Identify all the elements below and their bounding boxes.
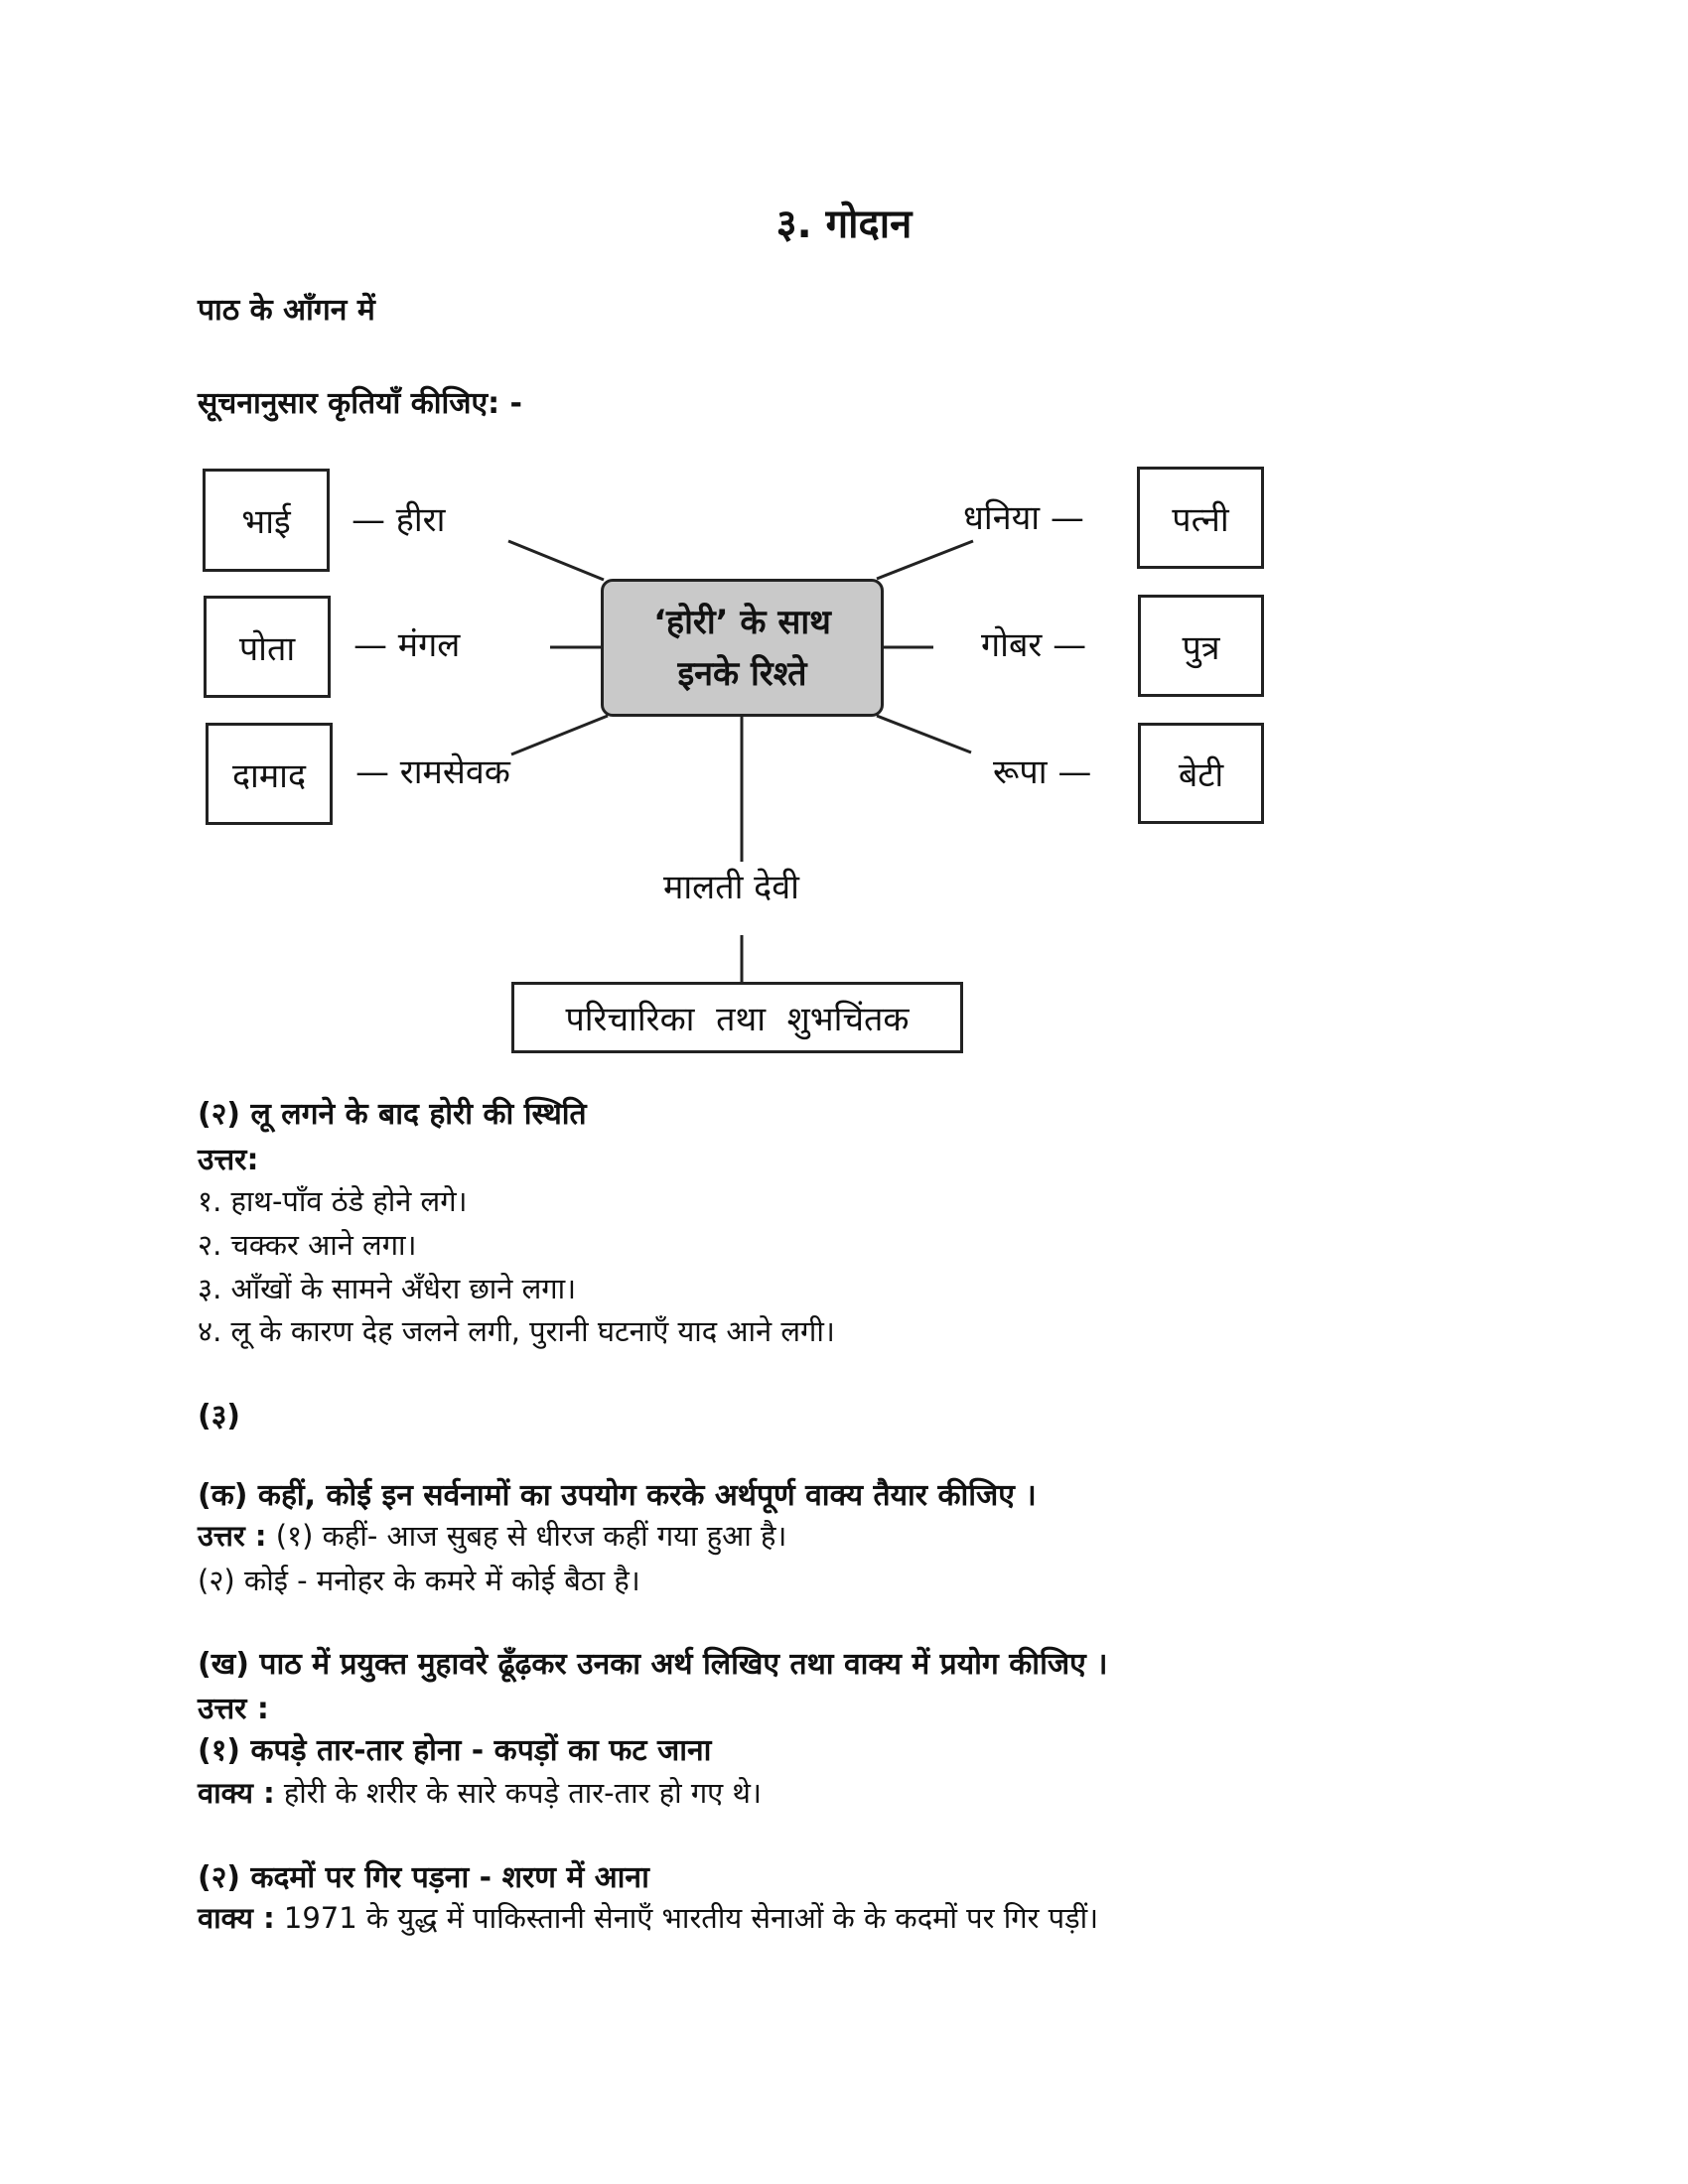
q2-point-3: ३. आँखों के सामने अँधेरा छाने लगा। <box>198 1272 577 1305</box>
relation-label: बेटी <box>1178 755 1224 795</box>
q2-point-4: ४. लू के कारण देह जलने लगी, पुरानी घटनाएँ याद आने लगी। <box>198 1314 835 1348</box>
relation-label: पत्नी <box>1172 499 1229 540</box>
q3-ka-answer-1 <box>198 1516 786 1555</box>
relation-label: पुत्र <box>1182 627 1220 668</box>
relation-label: दामाद <box>231 755 307 796</box>
sentence-text: 1971 के युद्ध में पाकिस्तानी सेनाएँ भारतीय सेनाओं के के कदमों पर गिर पड़ीं। <box>274 1901 1099 1935</box>
relation-box-son-in-law <box>206 723 333 825</box>
idiom-1: (१) कपड़े तार-तार होना - कपड़ों का फट जाना <box>198 1733 712 1768</box>
relation-label: भाई <box>241 502 291 542</box>
relation-box-brother <box>203 469 330 572</box>
center-line-2: इनके रिश्ते <box>677 653 807 694</box>
q2-point-1: १. हाथ-पाँव ठंडे होने लगे। <box>198 1184 468 1218</box>
name-malti-devi: मालती देवी <box>663 868 799 907</box>
page-title: ३. गोदान <box>775 202 913 247</box>
q2-point-2: २. चक्कर आने लगा। <box>198 1228 417 1262</box>
center-line-1: ‘होरी’ के साथ <box>653 602 831 642</box>
relation-box-daughter <box>1138 723 1264 824</box>
relation-box-son <box>1138 595 1264 697</box>
center-topic-box <box>601 579 884 717</box>
sentence-1 <box>198 1773 762 1812</box>
name-gobar: गोबर — <box>981 625 1087 665</box>
q2-heading: (२) लू लगने के बाद होरी की स्थिति <box>198 1097 587 1132</box>
relation-label: परिचारिका तथा शुभचिंतक <box>565 1000 910 1039</box>
name-rupa: रूपा — <box>993 752 1092 792</box>
name-mangal: — मंगल <box>353 625 461 665</box>
q2-answer-label: उत्तर: <box>198 1143 259 1177</box>
relation-box-grandson <box>204 596 331 698</box>
name-ramsevak: — रामसेवक <box>355 752 510 792</box>
relation-box-caretaker <box>511 982 963 1053</box>
idiom-2: (२) कदमों पर गिर पड़ना - शरण में आना <box>198 1860 649 1895</box>
q3-kha-question: (ख) पाठ में प्रयुक्त मुहावरे ढूँढ़कर उनका अर्थ लिखिए तथा वाक्य में प्रयोग कीजिए । <box>198 1647 1108 1682</box>
q3-kha-answer-label: उत्तर : <box>198 1692 269 1726</box>
q3-ka-answer-2: (२) कोई - मनोहर के कमरे में कोई बैठा है। <box>198 1564 640 1597</box>
answer-text: (१) कहीं- आज सुबह से धीरज कहीं गया हुआ है। <box>266 1519 787 1553</box>
sentence-label: वाक्य : <box>198 1776 275 1810</box>
sentence-2 <box>198 1898 1098 1937</box>
relation-box-wife <box>1137 467 1264 569</box>
sentence-label: वाक्य : <box>198 1901 275 1935</box>
q3-ka-question: (क) कहीं, कोई इन सर्वनामों का उपयोग करके अर्थपूर्ण वाक्य तैयार कीजिए । <box>198 1478 1037 1513</box>
q3-number: (३) <box>198 1399 241 1433</box>
section-heading: पाठ के आँगन में <box>198 293 375 328</box>
instruction: सूचनानुसार कृतियाँ कीजिए: - <box>198 386 523 421</box>
relation-label: पोता <box>238 628 296 669</box>
answer-label: उत्तर : <box>198 1519 267 1553</box>
name-dhaniya: धनिया — <box>963 498 1084 538</box>
sentence-text: होरी के शरीर के सारे कपड़े तार-तार हो गए थे। <box>274 1776 762 1810</box>
name-heera: — हीरा <box>352 500 446 540</box>
